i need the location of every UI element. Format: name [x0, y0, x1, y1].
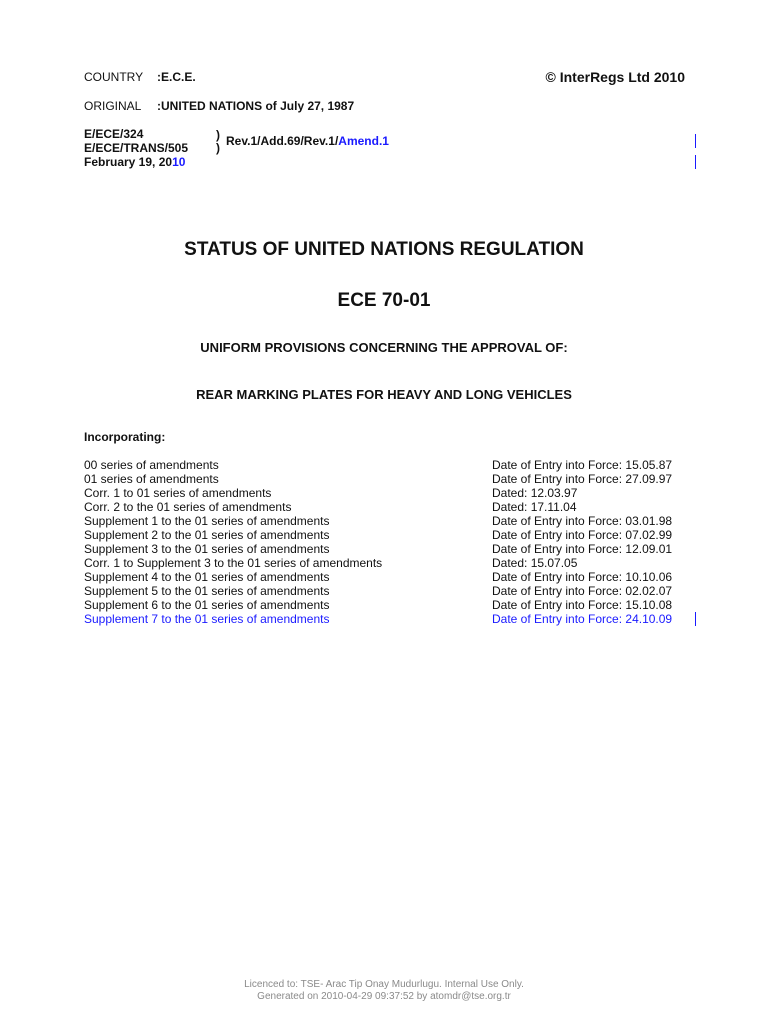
document-date-main: February 19, 20 — [84, 155, 173, 169]
amendment-name: Corr. 1 to Supplement 3 to the 01 series of amendments — [84, 556, 383, 570]
incorporating-label: Incorporating: — [84, 430, 166, 444]
revision-reference-amended: Amend.1 — [338, 134, 389, 148]
change-bar-date — [695, 155, 696, 169]
amendment-name: Corr. 2 to the 01 series of amendments — [84, 500, 292, 514]
amendment-date: Date of Entry into Force: 12.09.01 — [492, 542, 673, 556]
change-bar-revision — [695, 134, 696, 148]
amendment-date: Date of Entry into Force: 10.10.06 — [492, 570, 673, 584]
subtitle-provisions: UNIFORM PROVISIONS CONCERNING THE APPROVAL OF: — [200, 340, 568, 355]
list-item — [84, 486, 704, 500]
list-item — [84, 472, 704, 486]
document-date-amended: 10 — [172, 155, 186, 169]
bracket-open: ) — [216, 128, 220, 142]
amendment-name: Supplement 2 to the 01 series of amendments — [84, 528, 330, 542]
page-title: STATUS OF UNITED NATIONS REGULATION — [184, 239, 584, 260]
list-item — [84, 598, 704, 612]
amendment-name: Supplement 1 to the 01 series of amendments — [84, 514, 330, 528]
list-item — [84, 458, 704, 472]
change-bar-supplement-7 — [695, 612, 696, 626]
document-symbol-2: E/ECE/TRANS/505 — [84, 141, 189, 155]
amendment-name: Supplement 5 to the 01 series of amendments — [84, 584, 330, 598]
amendment-name: Supplement 6 to the 01 series of amendments — [84, 598, 330, 612]
amendment-date: Date of Entry into Force: 15.10.08 — [492, 598, 673, 612]
list-item — [84, 528, 704, 542]
amendment-date: Dated: 17.11.04 — [492, 500, 577, 514]
amendment-date: Dated: 12.03.97 — [492, 486, 578, 500]
list-item — [84, 570, 704, 584]
amendment-name: Supplement 3 to the 01 series of amendments — [84, 542, 330, 556]
original-value: :UNITED NATIONS of July 27, 1987 — [157, 99, 355, 113]
list-item — [84, 556, 704, 570]
list-item — [84, 584, 704, 598]
document-date — [84, 155, 185, 169]
list-item — [84, 542, 704, 556]
amendment-date: Date of Entry into Force: 02.02.07 — [492, 584, 673, 598]
generated-notice: Generated on 2010-04-29 09:37:52 by atomdr@tse.org.tr — [257, 991, 511, 1002]
amendment-date: Date of Entry into Force: 15.05.87 — [492, 458, 673, 472]
bracket-close: ) — [216, 141, 220, 155]
amendment-list — [84, 458, 704, 626]
amendment-name: Supplement 7 to the 01 series of amendments — [84, 612, 330, 626]
subtitle-scope: REAR MARKING PLATES FOR HEAVY AND LONG VEHICLES — [196, 387, 572, 402]
amendment-name: Corr. 1 to 01 series of amendments — [84, 486, 272, 500]
amendment-name: 01 series of amendments — [84, 472, 219, 486]
document-symbol-1: E/ECE/324 — [84, 127, 144, 141]
amendment-date: Dated: 15.07.05 — [492, 556, 578, 570]
original-label: ORIGINAL — [84, 99, 142, 113]
licence-notice: Licenced to: TSE- Arac Tip Onay Mudurlugu. Internal Use Only. — [244, 979, 524, 990]
amendment-name: 00 series of amendments — [84, 458, 219, 472]
country-label: COUNTRY — [84, 70, 144, 84]
revision-reference-main: Rev.1/Add.69/Rev.1/ — [226, 134, 339, 148]
country-value: :E.C.E. — [157, 70, 196, 84]
regulation-code: ECE 70-01 — [337, 290, 431, 311]
amendment-date: Date of Entry into Force: 03.01.98 — [492, 514, 673, 528]
amendment-date: Date of Entry into Force: 27.09.97 — [492, 472, 673, 486]
list-item-amended — [84, 612, 704, 626]
amendment-name: Supplement 4 to the 01 series of amendments — [84, 570, 330, 584]
amendment-date: Date of Entry into Force: 07.02.99 — [492, 528, 673, 542]
revision-reference — [226, 134, 389, 148]
list-item — [84, 514, 704, 528]
list-item — [84, 500, 704, 514]
amendment-date: Date of Entry into Force: 24.10.09 — [492, 612, 673, 626]
copyright-notice: © InterRegs Ltd 2010 — [545, 69, 685, 85]
